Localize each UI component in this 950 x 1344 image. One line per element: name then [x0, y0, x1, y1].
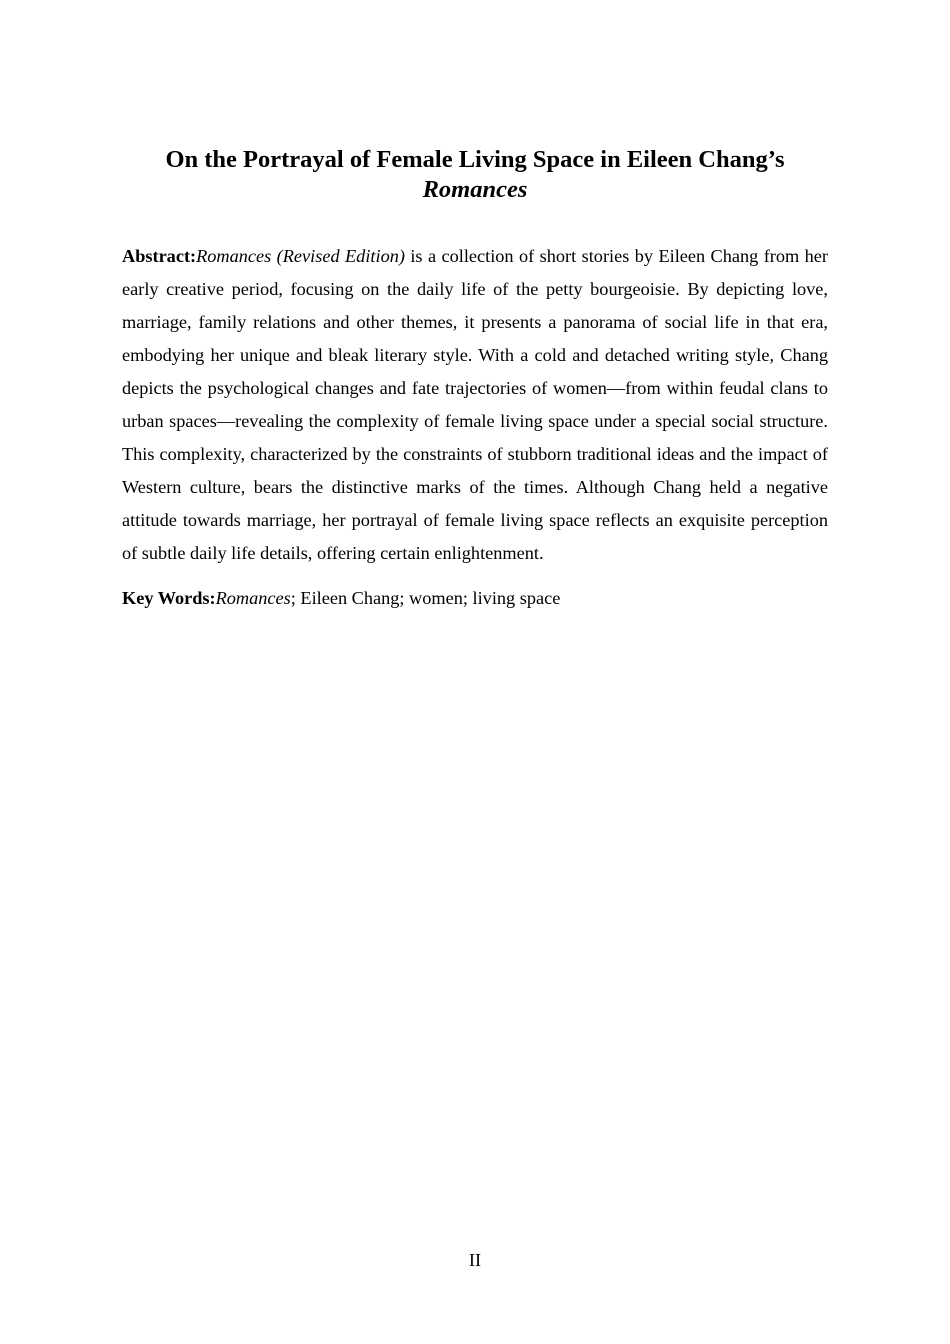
keywords-line [122, 582, 828, 615]
abstract-text: is a collection of short stories by Eileen Chang from her early creative period, focusing on the daily life of the petty bourgeoisie. By depicting love, marriage, family relations and other themes, it presents a panorama of social life in that era, embodying her unique and bleak literary style. With a cold and detached writing style, Chang depicts the psychological changes and fate trajectories of women—from within feudal clans to urban spaces—revealing the complexity of female living space under a special social structure. This complexity, characterized by the constraints of stubborn traditional ideas and the impact of Western culture, bears the distinctive marks of the times. Although Chang held a negative attitude towards marriage, her portrayal of female living space reflects an exquisite perception of subtle daily life details, offering certain enlightenment. [122, 246, 828, 563]
page-number: II [468, 1250, 482, 1270]
abstract-label: Abstract: [122, 246, 197, 266]
paper-title [122, 145, 828, 205]
abstract-book-title: Romances (Revised Edition) [196, 246, 405, 266]
keywords-rest: ; Eileen Chang; women; living space [290, 588, 561, 608]
keywords-label: Key Words: [122, 588, 216, 608]
title-line-1: On the Portrayal of Female Living Space in Eileen Chang’s [165, 146, 785, 173]
title-line-2: Romances [422, 176, 528, 203]
keyword-romances: Romances [215, 588, 291, 608]
abstract-paragraph [122, 240, 828, 570]
